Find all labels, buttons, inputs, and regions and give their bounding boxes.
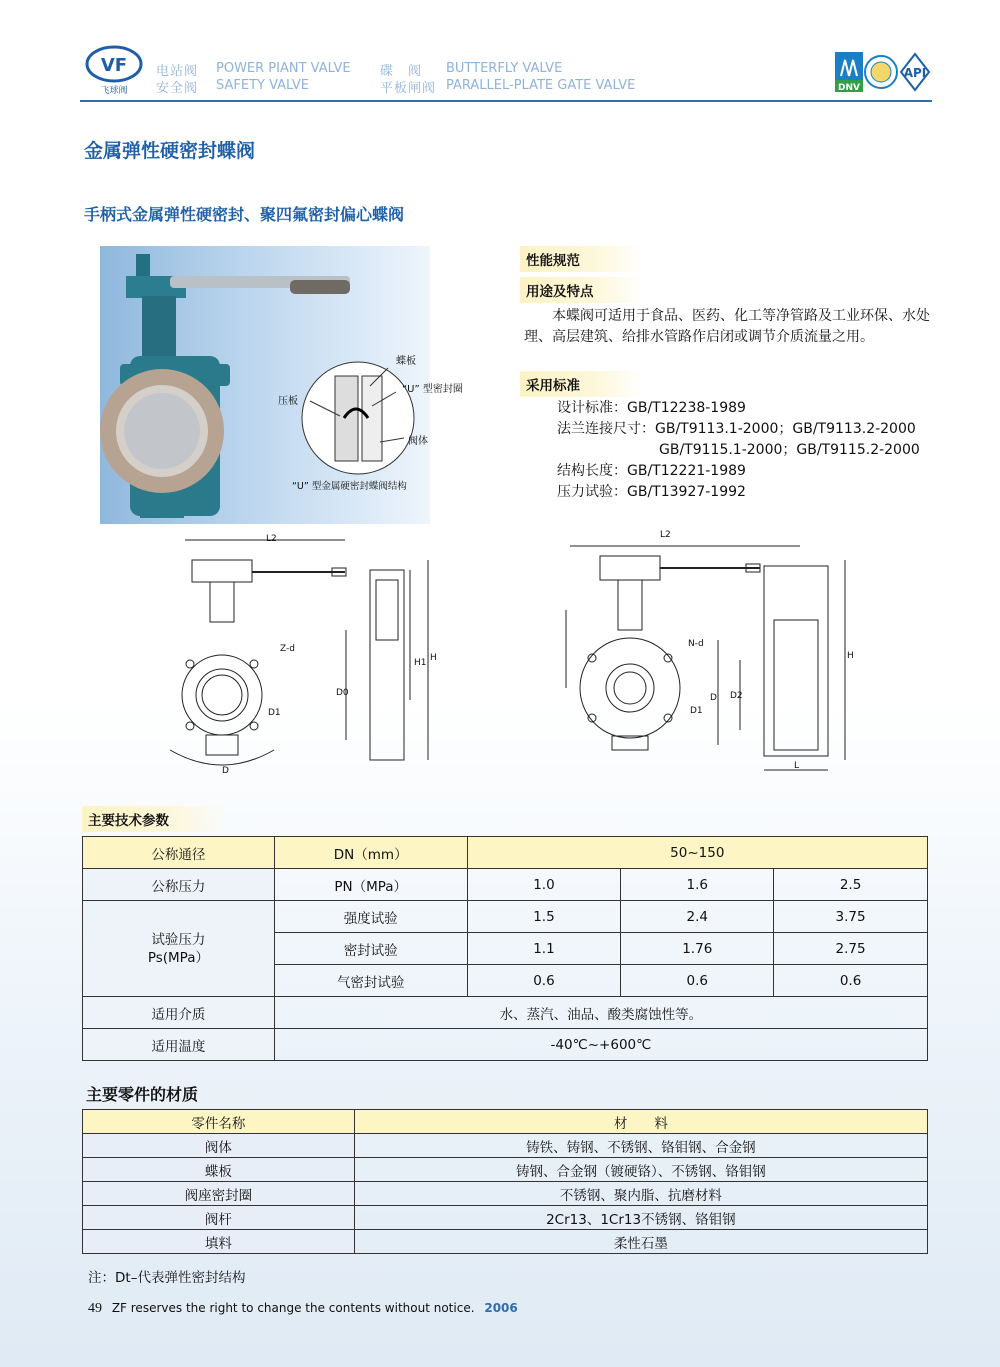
label-seal-ring: “U” 型密封圈 [402, 384, 463, 395]
cell-test-value: 2.4 [621, 901, 774, 933]
svg-text:VF: VF [100, 55, 128, 76]
table-row [83, 869, 928, 901]
table-row [83, 1029, 928, 1061]
cell-test-value: 1.5 [467, 901, 621, 933]
cell-material: 2Cr13、1Cr13不锈钢、铬钼钢 [354, 1206, 927, 1230]
dim-L2: L2 [266, 534, 277, 544]
header-cn-2: 安全阀 [156, 81, 199, 96]
table-row [83, 1182, 928, 1206]
cell-pn-value: 2.5 [774, 869, 928, 901]
photo-caption: “U” 型金属硬密封蝶阀结构 [292, 481, 407, 492]
valve-photo [100, 246, 463, 524]
cell-material: 不锈钢、聚内脂、抗磨材料 [354, 1182, 927, 1206]
table-header-row [83, 1110, 928, 1134]
tech-params-title: 主要技术参数 [82, 806, 226, 832]
cell-temp-label: 适用温度 [83, 1029, 275, 1061]
section-usage: 用途及特点 [520, 277, 644, 303]
dim-Nd: N-d [688, 639, 704, 649]
cell-pn-value: 1.6 [621, 869, 774, 901]
table-row [83, 1158, 928, 1182]
cell-test-value: 1.1 [467, 933, 621, 965]
dim-H-right: H [847, 651, 854, 661]
cell-pn-label: 公称压力 [83, 869, 275, 901]
dim-L2-right: L2 [660, 530, 671, 540]
table-row [83, 1134, 928, 1158]
page-footer [88, 1301, 518, 1317]
header-en-3: BUTTERFLY VALVE [446, 61, 563, 76]
dim-D2: D2 [730, 691, 743, 701]
header-en-1: POWER PIANT VALVE [216, 61, 351, 76]
label-plate: 蝶板 [396, 356, 416, 367]
api-monogram-icon [901, 54, 929, 90]
header-cn-3: 碟 阀 [380, 64, 423, 79]
footer-year: 2006 [484, 1301, 518, 1315]
label-press-plate: 压板 [278, 396, 298, 407]
cell-part: 蝶板 [83, 1158, 355, 1182]
cell-test-value: 3.75 [774, 901, 928, 933]
dim-H: H [430, 653, 437, 663]
materials-title: 主要零件的材质 [86, 1085, 199, 1104]
cell-test-value: 2.75 [774, 933, 928, 965]
page-number: 49 [88, 1301, 102, 1316]
quality-seal-icon [865, 56, 897, 88]
drawing-right-flanged-valve [560, 530, 860, 780]
footnote: 注：Dt–代表弹性密封结构 [88, 1270, 246, 1286]
dnv-badge-icon [835, 52, 863, 93]
cell-medium-label: 适用介质 [83, 997, 275, 1029]
dnv-label: DNV [838, 83, 860, 93]
table-row [83, 1230, 928, 1254]
cell-test-name: 强度试验 [274, 901, 467, 933]
cell-part: 填料 [83, 1230, 355, 1254]
tech-params-table [82, 836, 928, 1061]
dim-Zd: Z-d [280, 644, 295, 654]
dim-D1: D1 [268, 708, 281, 718]
cell-test-value: 0.6 [774, 965, 928, 997]
svg-text:API: API [903, 66, 927, 80]
header-cn-1: 电站阀 [156, 64, 199, 79]
dim-H1: H1 [414, 658, 427, 668]
header-cn-4: 平板闸阀 [380, 81, 437, 96]
header-en-4: PARALLEL-PLATE GATE VALVE [446, 78, 636, 93]
logo-text: 飞球阀 [100, 86, 128, 96]
dim-D: D [222, 766, 229, 776]
standard-item: 压力试验：GB/T13927-1992 [557, 484, 746, 500]
cell-test-value: 0.6 [467, 965, 621, 997]
dim-L: L [794, 761, 800, 771]
cell-part: 阀座密封圈 [83, 1182, 355, 1206]
header-en-2: SAFETY VALVE [216, 78, 309, 93]
standard-item: 法兰连接尺寸：GB/T9113.1-2000；GB/T9113.2-2000 [557, 421, 916, 437]
table-row [83, 1206, 928, 1230]
cell-test-value: 1.76 [621, 933, 774, 965]
page-title: 金属弹性硬密封蝶阀 [84, 140, 256, 162]
drawing-left-handle-valve [140, 530, 450, 780]
footer-disclaimer: ZF reserves the right to change the contents without notice. [111, 1301, 475, 1315]
cell-test-name: 气密封试验 [274, 965, 467, 997]
cell-medium-value: 水、蒸汽、油品、酸类腐蚀性等。 [274, 997, 927, 1029]
cell-pn-value: 1.0 [467, 869, 621, 901]
cell-test-value: 0.6 [621, 965, 774, 997]
section-performance: 性能规范 [520, 246, 644, 272]
product-subtitle: 手柄式金属弹性硬密封、聚四氟密封偏心蝶阀 [84, 205, 405, 224]
cell-temp-value: -40℃~+600℃ [274, 1029, 927, 1061]
label-body: 阀体 [408, 436, 428, 447]
header-divider [80, 100, 932, 102]
cell-pn-unit: PN（MPa） [274, 869, 467, 901]
dim-D1-right: D1 [690, 706, 703, 716]
cell-part: 阀杆 [83, 1206, 355, 1230]
table-row [83, 901, 928, 933]
section-standards: 采用标准 [520, 371, 644, 397]
certification-badges [835, 50, 931, 96]
cell-dn-unit: DN（mm） [274, 837, 467, 869]
cell-part: 阀体 [83, 1134, 355, 1158]
cell-dn-label: 公称通径 [83, 837, 275, 869]
standard-item: 设计标准：GB/T12238-1989 [557, 400, 746, 416]
usage-text: 本蝶阀可适用于食品、医药、化工等净管路及工业环保、水处理、高层建筑、给排水管路作启闭或调节介质流量之用。 [524, 308, 930, 345]
test-label-line-1: 试验压力 [151, 931, 206, 948]
cell-material: 铸铁、铸钢、不锈钢、铬钼钢、合金钢 [354, 1134, 927, 1158]
cell-material: 铸钢、合金钢（镀硬铬）、不锈钢、铬钼钢 [354, 1158, 927, 1182]
dim-D-right: D [710, 693, 717, 703]
table-row [83, 997, 928, 1029]
company-logo [84, 44, 144, 96]
cell-test-label [83, 901, 275, 997]
cell-material: 柔性石墨 [354, 1230, 927, 1254]
standard-item: 结构长度：GB/T12221-1989 [557, 463, 746, 479]
table-row [83, 837, 928, 869]
col-part: 零件名称 [83, 1110, 355, 1134]
dim-D0: D0 [336, 688, 349, 698]
standard-item: GB/T9115.1-2000；GB/T9115.2-2000 [659, 442, 920, 458]
cell-test-name: 密封试验 [274, 933, 467, 965]
cell-dn-range: 50~150 [467, 837, 927, 869]
test-label-line-2: Ps(MPa） [147, 949, 209, 966]
col-material: 材 料 [354, 1110, 927, 1134]
materials-table [82, 1109, 928, 1254]
